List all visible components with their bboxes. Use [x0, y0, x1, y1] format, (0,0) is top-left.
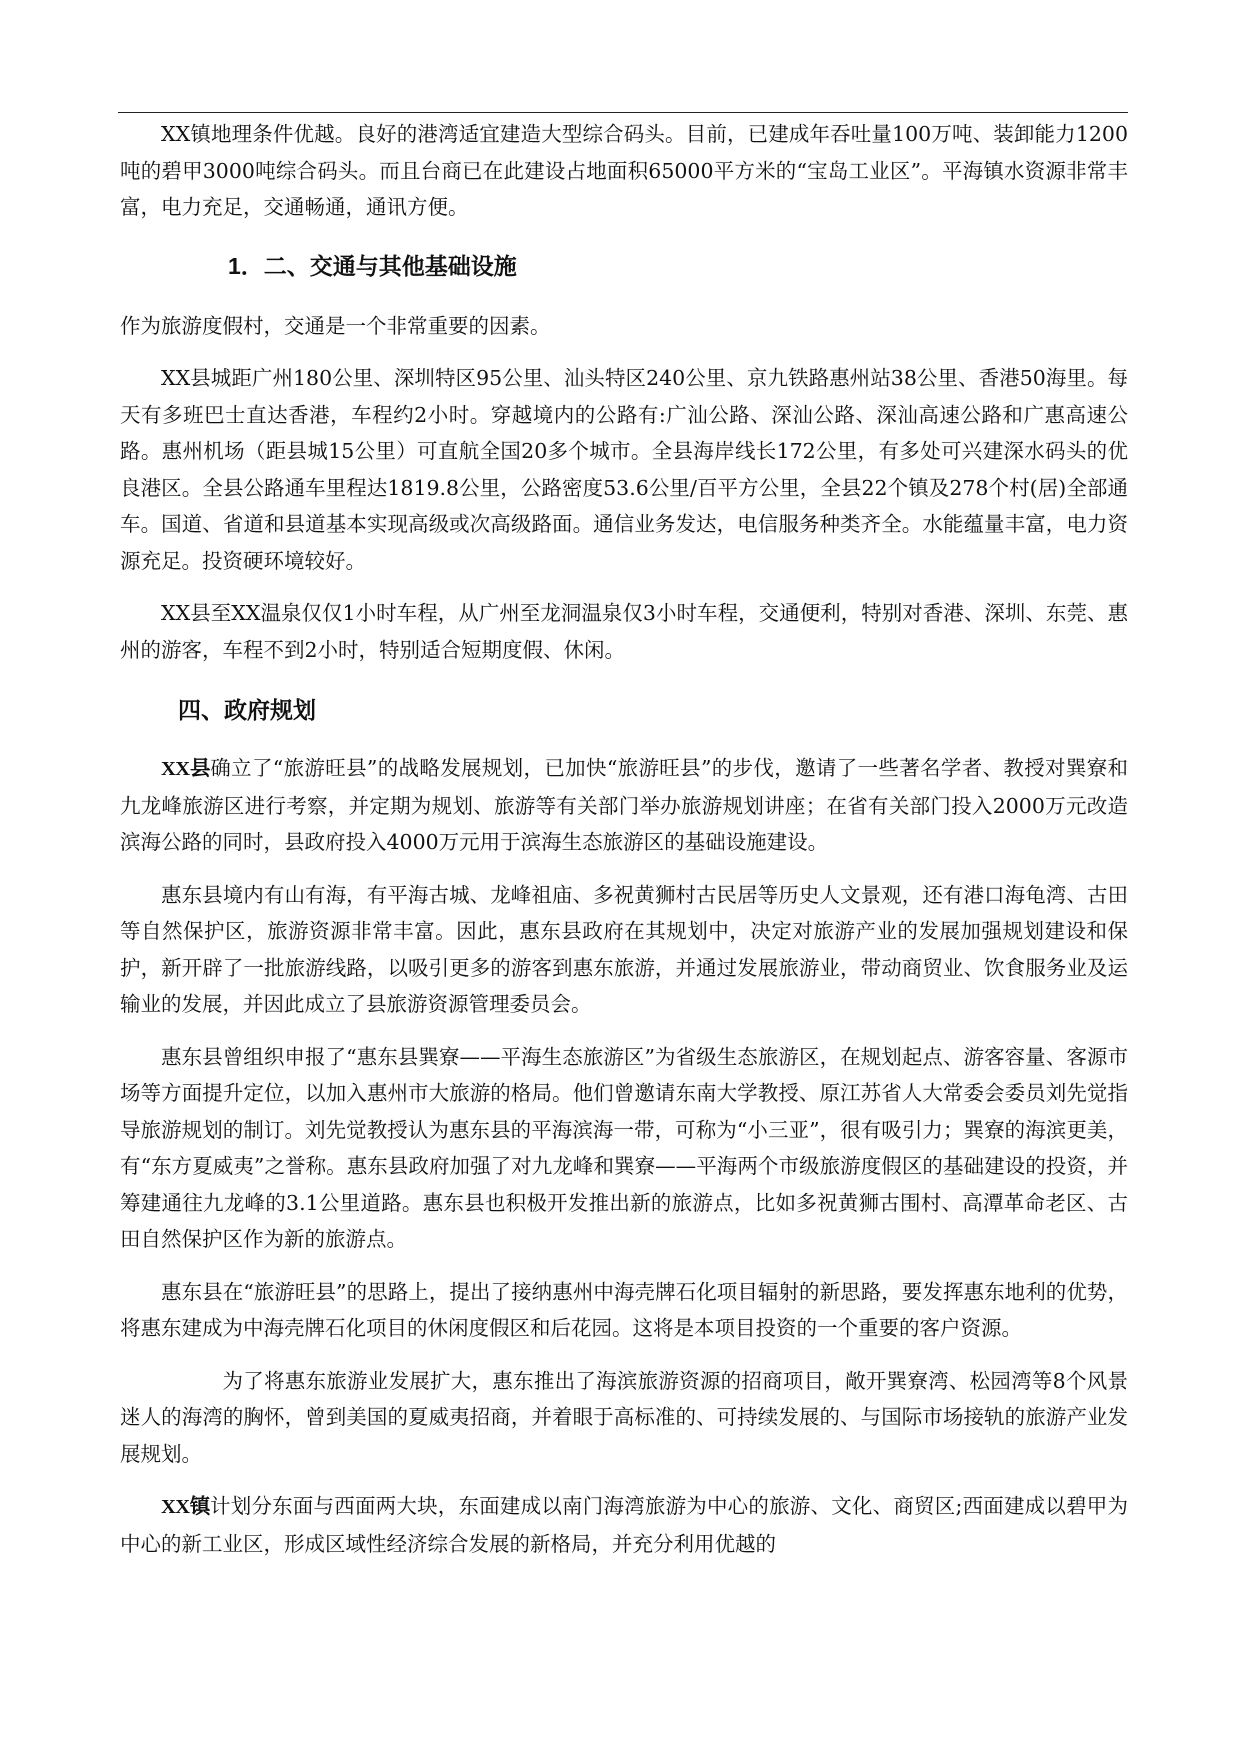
section-heading-transport: 1．二、交通与其他基础设施 [228, 252, 517, 279]
paragraph-town-plan-text: 计划分东面与西面两大块，东面建成以南门海湾旅游为中心的旅游、文化、商贸区;西面建成以碧甲为中心的新工业区，形成区域性经济综合发展的新格局，并充分利用优越的 [120, 1494, 1129, 1556]
paragraph-lead-county: XX县 [161, 758, 211, 780]
paragraph-county-strategy [120, 750, 1128, 861]
document-body [120, 116, 1128, 1562]
paragraph-petrochemical: 惠东县在“旅游旺县”的思路上，提出了接纳惠州中海壳牌石化项目辐射的新思路，要发挥惠东地利的优势，将惠东建成为中海壳牌石化项目的休闲度假区和后花园。这将是本项目投资的一个重要的客户资源。 [120, 1279, 1128, 1340]
paragraph-port: XX镇地理条件优越。良好的港湾适宜建造大型综合码头。目前，已建成年吞吐量100万吨、装卸能力1200吨的碧甲3000吨综合码头。而且台商已在此建设占地面积65000平方米的“宝岛工业区”。平海镇水资源非常丰富，电力充足，交通畅通，通讯方便。 [120, 122, 1128, 219]
section-heading-government-planning: 四、政府规划 [178, 697, 316, 723]
paragraph-town-plan [120, 1488, 1128, 1562]
paragraph-tourism-resources: 惠东县境内有山有海，有平海古城、龙峰祖庙、多祝黄狮村古民居等历史人文景观，还有港口海龟湾、古田等自然保护区，旅游资源非常丰富。因此，惠东县政府在其规划中，决定对旅游产业的发展加强规划建设和保护，新开辟了一批旅游线路，以吸引更多的游客到惠东旅游，并通过发展旅游业，带动商贸业、饮食服务业及运输业的发展，并因此成立了县旅游资源管理委员会。 [120, 882, 1128, 1016]
paragraph-hot-spring: XX县至XX温泉仅仅1小时车程，从广州至龙洞温泉仅3小时车程，交通便利，特别对香港、深圳、东莞、惠州的游客，车程不到2小时，特别适合短期度假、休闲。 [120, 601, 1128, 662]
paragraph-eco-tourism: 惠东县曾组织申报了“惠东县巽寮——平海生态旅游区”为省级生态旅游区，在规划起点、游客容量、客源市场等方面提升定位，以加入惠州市大旅游的格局。他们曾邀请东南大学教授、原江苏省人大常委会委员刘先觉指导旅游规划的制订。刘先觉教授认为惠东县的平海滨海一带，可称为“小三亚”，很有吸引力；巽寮的海滨更美，有“东方夏威夷”之誉称。惠东县政府加强了对九龙峰和巽寮——平海两个市级旅游度假区的基础建设的投资，并筹建通往九龙峰的3.1公里道路。惠东县也积极开发推出新的旅游点，比如多祝黄狮古围村、高潭革命老区、古田自然保护区作为新的旅游点。 [120, 1044, 1128, 1251]
paragraph-investment: 为了将惠东旅游业发展扩大，惠东推出了海滨旅游资源的招商项目，敞开巽寮湾、松园湾等8个风景迷人的海湾的胸怀，曾到美国的夏威夷招商，并着眼于高标准的、可持续发展的、与国际市场接轨的旅游产业发展规划。 [120, 1368, 1128, 1466]
paragraph-lead-town: XX镇 [161, 1496, 211, 1518]
header-rule [118, 112, 1128, 113]
paragraph-transport-intro: 作为旅游度假村，交通是一个非常重要的因素。 [120, 313, 551, 338]
paragraph-transport-distances: XX县城距广州180公里、深圳特区95公里、汕头特区240公里、京九铁路惠州站38公里、香港50海里。每天有多班巴士直达香港，车程约2小时。穿越境内的公路有:广汕公路、深汕公路、深汕高速公路和广惠高速公路。惠州机场（距县城15公里）可直航全国20多个城市。全县海岸线长172公里，有多处可兴建深水码头的优良港区。全县公路通车里程达1819.8公里，公路密度53.6公里/百平方公里，全县22个镇及278个村(居)全部通车。国道、省道和县道基本实现高级或次高级路面。通信业务发达，电信服务种类齐全。水能蕴量丰富，电力资源充足。投资硬环境较好。 [120, 366, 1128, 573]
paragraph-county-strategy-text: 确立了“旅游旺县”的战略发展规划，已加快“旅游旺县”的步伐，邀请了一些著名学者、教授对巽寮和九龙峰旅游区进行考察，并定期为规划、旅游等有关部门举办旅游规划讲座；在省有关部门投入2000万元改造滨海公路的同时，县政府投入4000万元用于滨海生态旅游区的基础设施建设。 [120, 756, 1129, 854]
